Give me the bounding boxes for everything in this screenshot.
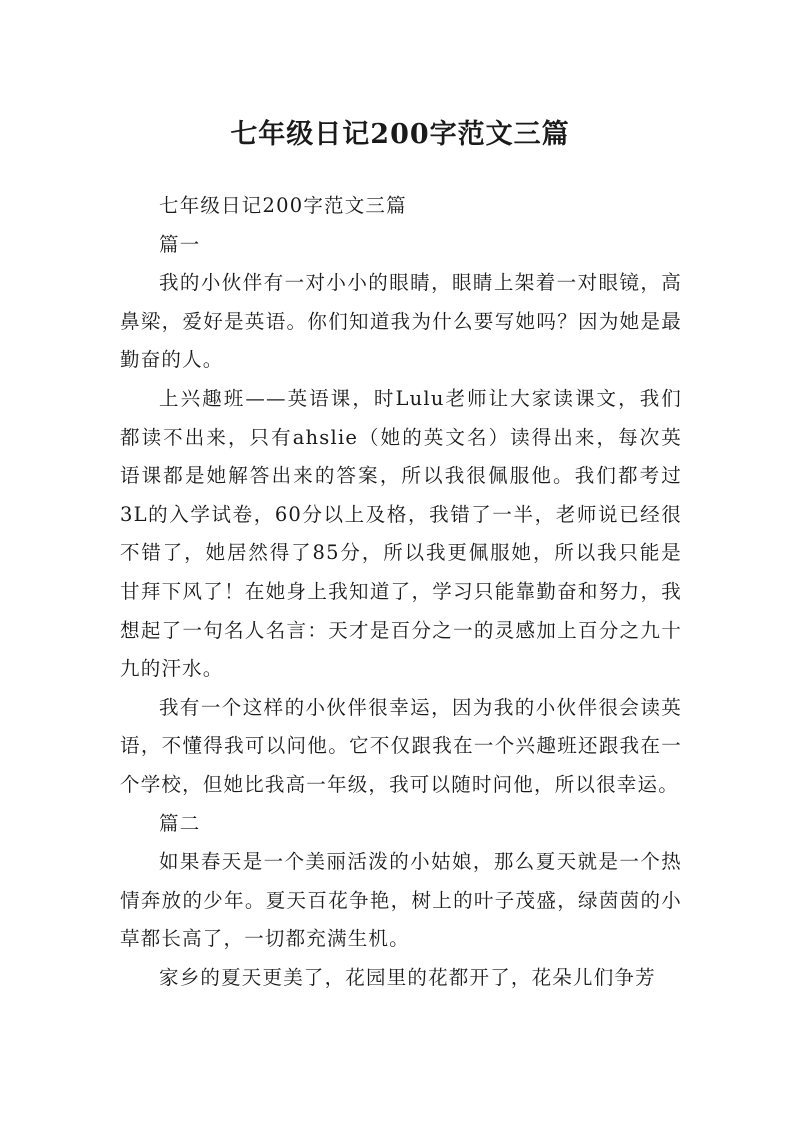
document-title: 七年级日记200字范文三篇 bbox=[230, 119, 570, 151]
section-heading-2: 篇二 bbox=[159, 811, 201, 835]
document-body bbox=[120, 187, 682, 997]
section-heading-1: 篇一 bbox=[159, 232, 201, 256]
paragraph: 我有一个这样的小伙伴很幸运，因为我的小伙伴很会读英语，不懂得我可以问他。它不仅跟我在一个兴趣班还跟我在一个学校，但她比我高一年级，我可以随时问他，所以很幸运。 bbox=[120, 695, 682, 796]
paragraph: 我的小伙伴有一对小小的眼睛，眼睛上架着一对眼镜，高鼻梁，爱好是英语。你们知道我为什么要写她吗？因为她是最勤奋的人。 bbox=[120, 271, 682, 372]
paragraph: 如果春天是一个美丽活泼的小姑娘，那么夏天就是一个热情奔放的少年。夏天百花争艳，树上的叶子茂盛，绿茵茵的小草都长高了，一切都充满生机。 bbox=[120, 850, 682, 951]
paragraph: 家乡的夏天更美了，花园里的花都开了，花朵儿们争芳 bbox=[159, 965, 656, 989]
subtitle-paragraph: 七年级日记200字范文三篇 bbox=[159, 194, 407, 217]
paragraph: 上兴趣班——英语课，时Lulu老师让大家读课文，我们都读不出来，只有ahslie（她的英文名）读得出来，每次英语课都是她解答出来的答案，所以我很佩服他。我们都考过3L的入学试卷，60分以上及格，我错了一半，老师说已经很不错了，她居然得了85分，所以我更佩服她，所以我只能是甘拜下风了！在她身上我知道了，学习只能靠勤奋和努力，我想起了一句名人名言：天才是百分之一的灵感加上百分之九十九的汗水。 bbox=[120, 386, 682, 681]
